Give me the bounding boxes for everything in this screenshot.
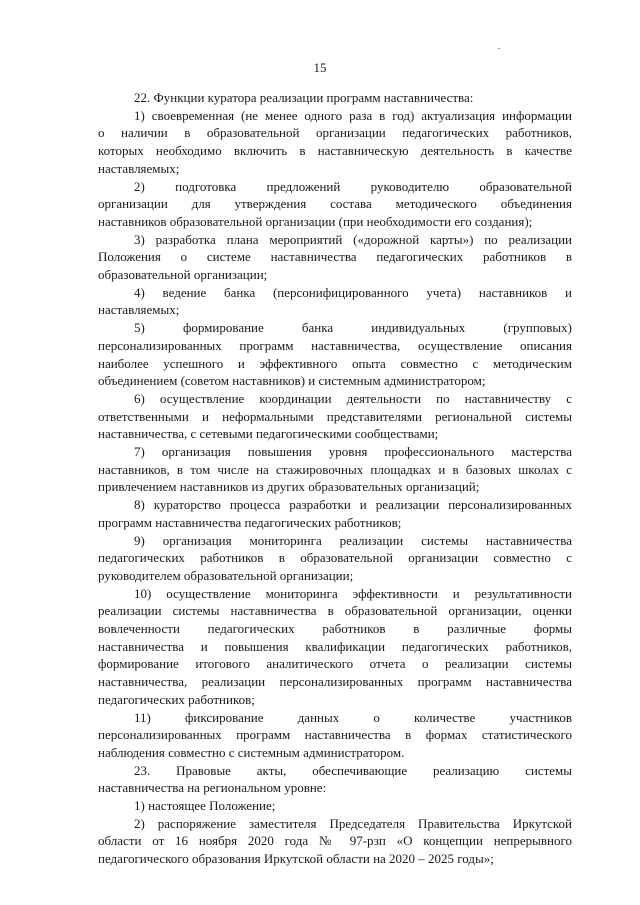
text-line: 7) организация повышения уровня профессионального мастерства — [134, 444, 572, 459]
text-line: области от 16 ноября 2020 года № 97-рзп «О концепции непрерывного — [98, 833, 572, 849]
text-line: объединением (советом наставников) и системным администратором; — [98, 373, 486, 389]
text-line: наставляемых; — [98, 302, 180, 318]
text-line: наставляемых; — [98, 160, 180, 176]
text-line: 8) кураторство процесса разработки и реализации персонализированных — [134, 497, 572, 513]
text-line: 6) осуществление координации деятельности по наставничеству с — [134, 390, 572, 406]
text-line: 1) настоящее Положение; — [134, 798, 276, 813]
text-line: 10) осуществление мониторинга эффективности и результативности — [134, 585, 572, 601]
text-line: привлечением наставников из других образовательных организаций; — [98, 479, 480, 495]
text-line: наставников образовательной организации (при необходимости его создания); — [98, 213, 533, 229]
text-line: наставничества, с сетевыми педагогическими сообществами; — [98, 426, 439, 442]
text-line: персонализированных программ наставничества, осуществление описания — [98, 337, 572, 353]
text-line: 11) фиксирование данных о количестве участников — [134, 709, 572, 725]
text-line: о наличии в образовательной организации педагогических работников, — [98, 125, 572, 141]
text-line: наставничества на региональном уровне: — [98, 780, 327, 796]
text-line: 9) организация мониторинга реализации системы наставничества — [134, 532, 572, 548]
text-line: наставничества, реализации персонализированных программ наставничества — [98, 674, 572, 690]
text-line: педагогических работников в образовательной организации совместно с — [98, 550, 572, 566]
text-line: наставничества и повышения квалификации педагогических работников, — [98, 638, 572, 654]
text-line: руководителем образовательной организации; — [98, 567, 354, 583]
text-line: образовательной организации; — [98, 267, 268, 282]
text-line: которых необходимо включить в наставническую деятельность в качестве — [98, 143, 572, 159]
text-line: персонализированных программ наставничества в формах статистического — [98, 727, 572, 743]
text-line: наблюдения совместно с системным администратором. — [98, 744, 405, 760]
text-line: вовлеченности педагогических работников в различные формы — [98, 621, 572, 636]
text-line: 5) формирование банка индивидуальных (групповых) — [134, 320, 572, 336]
text-line: педагогических работников; — [98, 691, 255, 707]
text-line: ответственными и неформальными представителями региональной системы — [98, 408, 572, 424]
text-line: 2) распоряжение заместителя Председателя Правительства Иркутской — [134, 815, 572, 831]
text-line: наставников, в том числе на стажировочных площадках и в базовых школах с — [98, 461, 572, 477]
text-line: 4) ведение банка (персонифицированного учета) наставников и — [134, 284, 572, 300]
text-line: программ наставничества педагогических работников; — [98, 514, 402, 530]
text-line: педагогического образования Иркутской области на 2020 – 2025 годы»; — [98, 851, 494, 867]
text-line: Положения о системе наставничества педагогических работников в — [98, 249, 572, 265]
text-line: 1) своевременная (не менее одного раза в год) актуализация информации — [134, 107, 572, 123]
text-line: реализации системы наставничества в образовательной организации, оценки — [98, 603, 572, 619]
page-number: 15 — [313, 60, 327, 75]
text-line: 22. Функции куратора реализации программ наставничества: — [134, 90, 474, 105]
text-line: 3) разработка плана мероприятий («дорожной карты») по реализации — [134, 231, 572, 247]
text-line: наиболее успешного и эффективного опыта совместно с методическим — [98, 355, 572, 371]
text-line: 2) подготовка предложений руководителю образовательной — [134, 178, 572, 194]
text-line: 23. Правовые акты, обеспечивающие реализацию системы — [134, 762, 572, 778]
text-line: организации для утверждения состава методического объединения — [98, 196, 572, 212]
text-line: формирование итогового аналитического отчета о реализации системы — [98, 656, 572, 672]
scan-speck — [498, 48, 500, 49]
